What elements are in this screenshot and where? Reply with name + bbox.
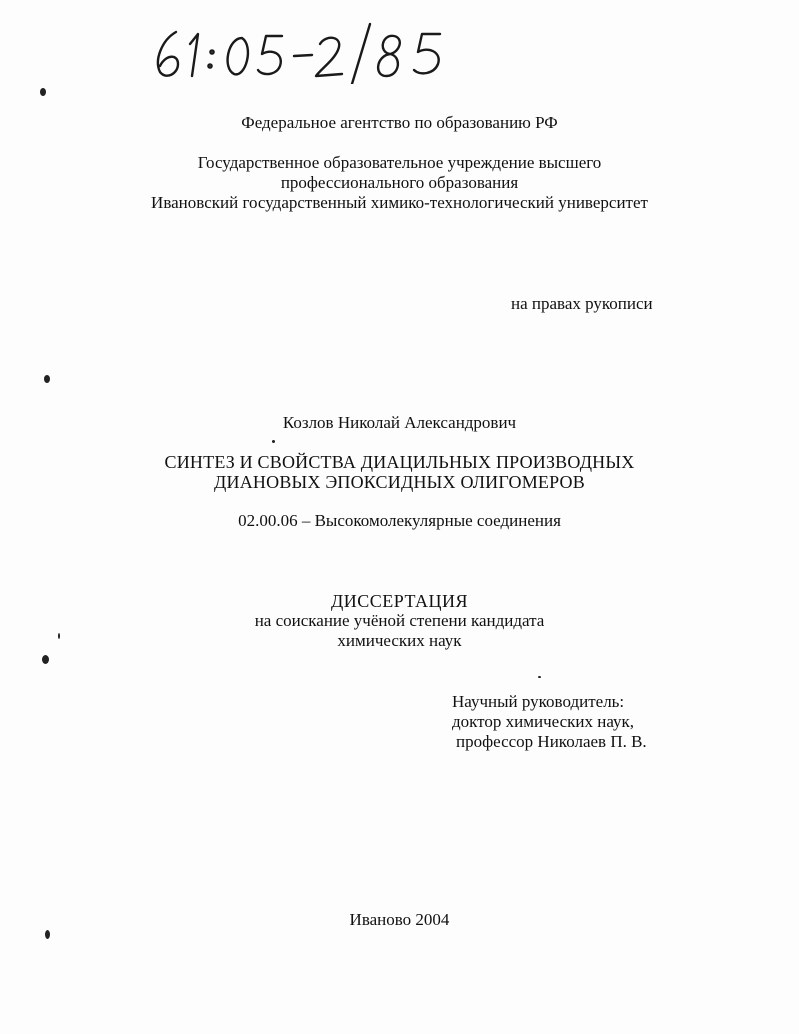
thesis-title-line-2: ДИАНОВЫХ ЭПОКСИДНЫХ ОЛИГОМЕРОВ [214, 472, 585, 492]
scan-mark [45, 930, 50, 939]
author-name: Козлов Николай Александрович [282, 413, 517, 432]
scan-mark [272, 440, 275, 443]
scan-mark [44, 375, 50, 383]
scan-mark [40, 88, 46, 96]
dissertation-heading: ДИССЕРТАЦИЯ [330, 591, 469, 611]
manuscript-note: на правах рукописи [511, 294, 653, 313]
agency-name: Федеральное агентство по образованию РФ [241, 113, 558, 132]
scan-mark [42, 655, 49, 664]
scan-mark [538, 676, 541, 678]
dissertation-degree-line-1: на соискание учёной степени кандидата [254, 611, 545, 630]
institution-line-1: Государственное образовательное учреждение высшего [197, 153, 602, 172]
dissertation-degree-line-2: химических наук [337, 631, 462, 650]
institution-line-2: профессионального образования [280, 173, 519, 192]
supervisor-label: Научный руководитель: [452, 692, 625, 711]
specialty-code: 02.00.06 – Высокомолекулярные соединения [238, 511, 561, 530]
supervisor-name: профессор Николаев П. В. [456, 732, 647, 751]
city-year: Иваново 2004 [349, 910, 450, 929]
supervisor-degree: доктор химических наук, [452, 712, 635, 731]
institution-line-3: Ивановский государственный химико-технологический университет [151, 193, 648, 212]
handwritten-archive-stamp [148, 22, 458, 84]
thesis-title-line-1: СИНТЕЗ И СВОЙСТВА ДИАЦИЛЬНЫХ ПРОИЗВОДНЫХ [164, 452, 635, 472]
